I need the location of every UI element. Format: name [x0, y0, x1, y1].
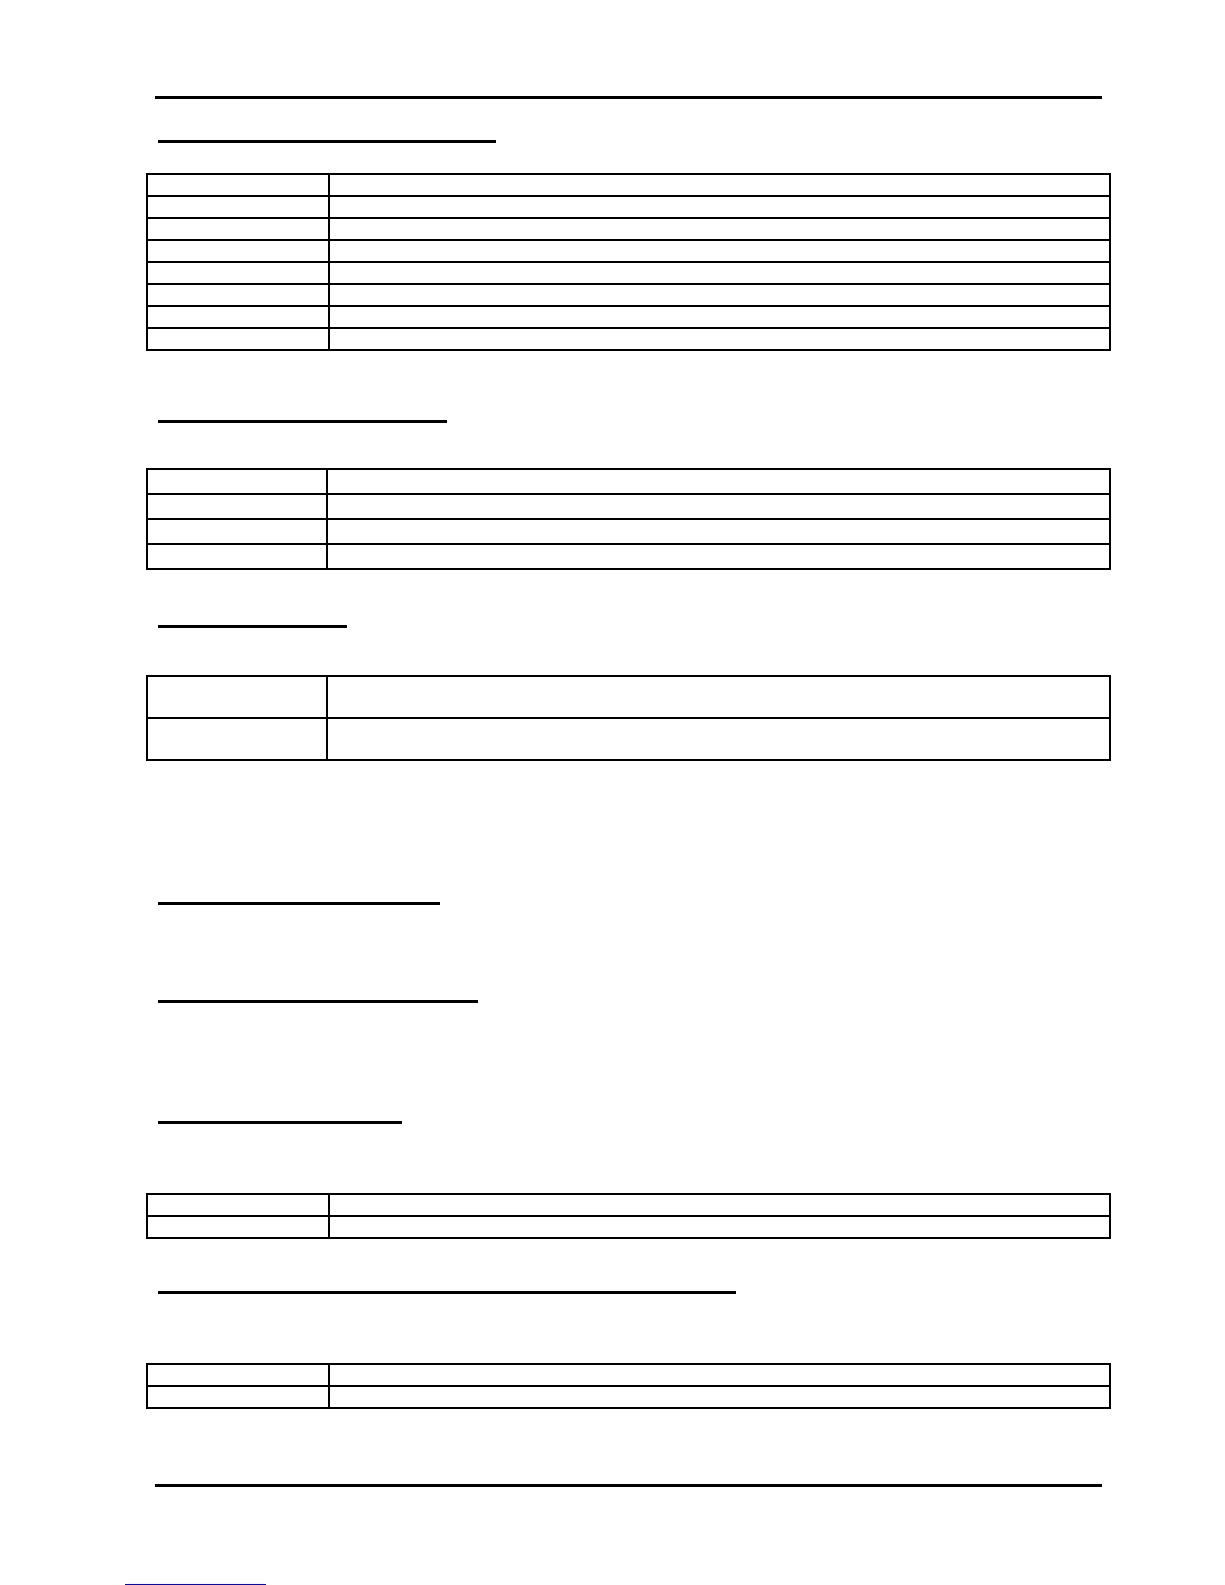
table-row: [147, 218, 1110, 240]
section-heading-5: [158, 1000, 478, 1003]
table-cell-value: [327, 469, 1110, 494]
table-cell-label: [147, 676, 327, 718]
table-cell-label: [147, 1216, 329, 1238]
table-row: [147, 196, 1110, 218]
table-cell-value: [329, 1364, 1110, 1386]
section-table-2: [146, 468, 1111, 570]
table-row: [147, 519, 1110, 544]
table-cell-label: [147, 218, 329, 240]
table-cell-value: [329, 240, 1110, 262]
table-cell-label: [147, 544, 327, 569]
table-row: [147, 718, 1110, 760]
table-cell-value: [327, 494, 1110, 519]
table-cell-label: [147, 284, 329, 306]
header-rule: [155, 96, 1102, 99]
table-row: [147, 284, 1110, 306]
table-cell-value: [329, 262, 1110, 284]
table-cell-value: [329, 196, 1110, 218]
table-cell-label: [147, 328, 329, 350]
table-row: [147, 328, 1110, 350]
table-row: [147, 676, 1110, 718]
table-row: [147, 262, 1110, 284]
table-cell-value: [327, 519, 1110, 544]
table-cell-label: [147, 262, 329, 284]
section-heading-7: [158, 1291, 736, 1294]
section-table-7: [146, 1363, 1111, 1409]
table-cell-label: [147, 718, 327, 760]
section-table-1: [146, 173, 1111, 351]
table-cell-label: [147, 174, 329, 196]
table-cell-value: [329, 174, 1110, 196]
section-table-6: [146, 1193, 1111, 1239]
table-row: [147, 174, 1110, 196]
table-cell-label: [147, 1194, 329, 1216]
table-cell-label: [147, 469, 327, 494]
section-table-3: [146, 675, 1111, 761]
table-row: [147, 544, 1110, 569]
table-cell-label: [147, 1364, 329, 1386]
table-cell-value: [329, 284, 1110, 306]
table-row: [147, 1194, 1110, 1216]
table-cell-value: [327, 676, 1110, 718]
section-heading-1: [158, 140, 496, 143]
table-row: [147, 494, 1110, 519]
table-cell-value: [329, 218, 1110, 240]
table-cell-value: [329, 1194, 1110, 1216]
table-row: [147, 240, 1110, 262]
table-cell-value: [329, 1386, 1110, 1408]
table-cell-label: [147, 196, 329, 218]
section-heading-6: [158, 1121, 402, 1124]
table-row: [147, 469, 1110, 494]
table-cell-value: [329, 1216, 1110, 1238]
table-row: [147, 1216, 1110, 1238]
table-cell-value: [329, 328, 1110, 350]
table-cell-value: [327, 544, 1110, 569]
table-cell-value: [329, 306, 1110, 328]
table-row: [147, 1364, 1110, 1386]
table-cell-value: [327, 718, 1110, 760]
section-heading-3: [158, 625, 347, 628]
table-cell-label: [147, 240, 329, 262]
section-heading-2: [158, 420, 447, 423]
table-row: [147, 1386, 1110, 1408]
table-row: [147, 306, 1110, 328]
section-heading-4: [158, 902, 440, 905]
table-cell-label: [147, 494, 327, 519]
table-cell-label: [147, 306, 329, 328]
table-cell-label: [147, 519, 327, 544]
table-cell-label: [147, 1386, 329, 1408]
footer-rule: [155, 1484, 1102, 1487]
